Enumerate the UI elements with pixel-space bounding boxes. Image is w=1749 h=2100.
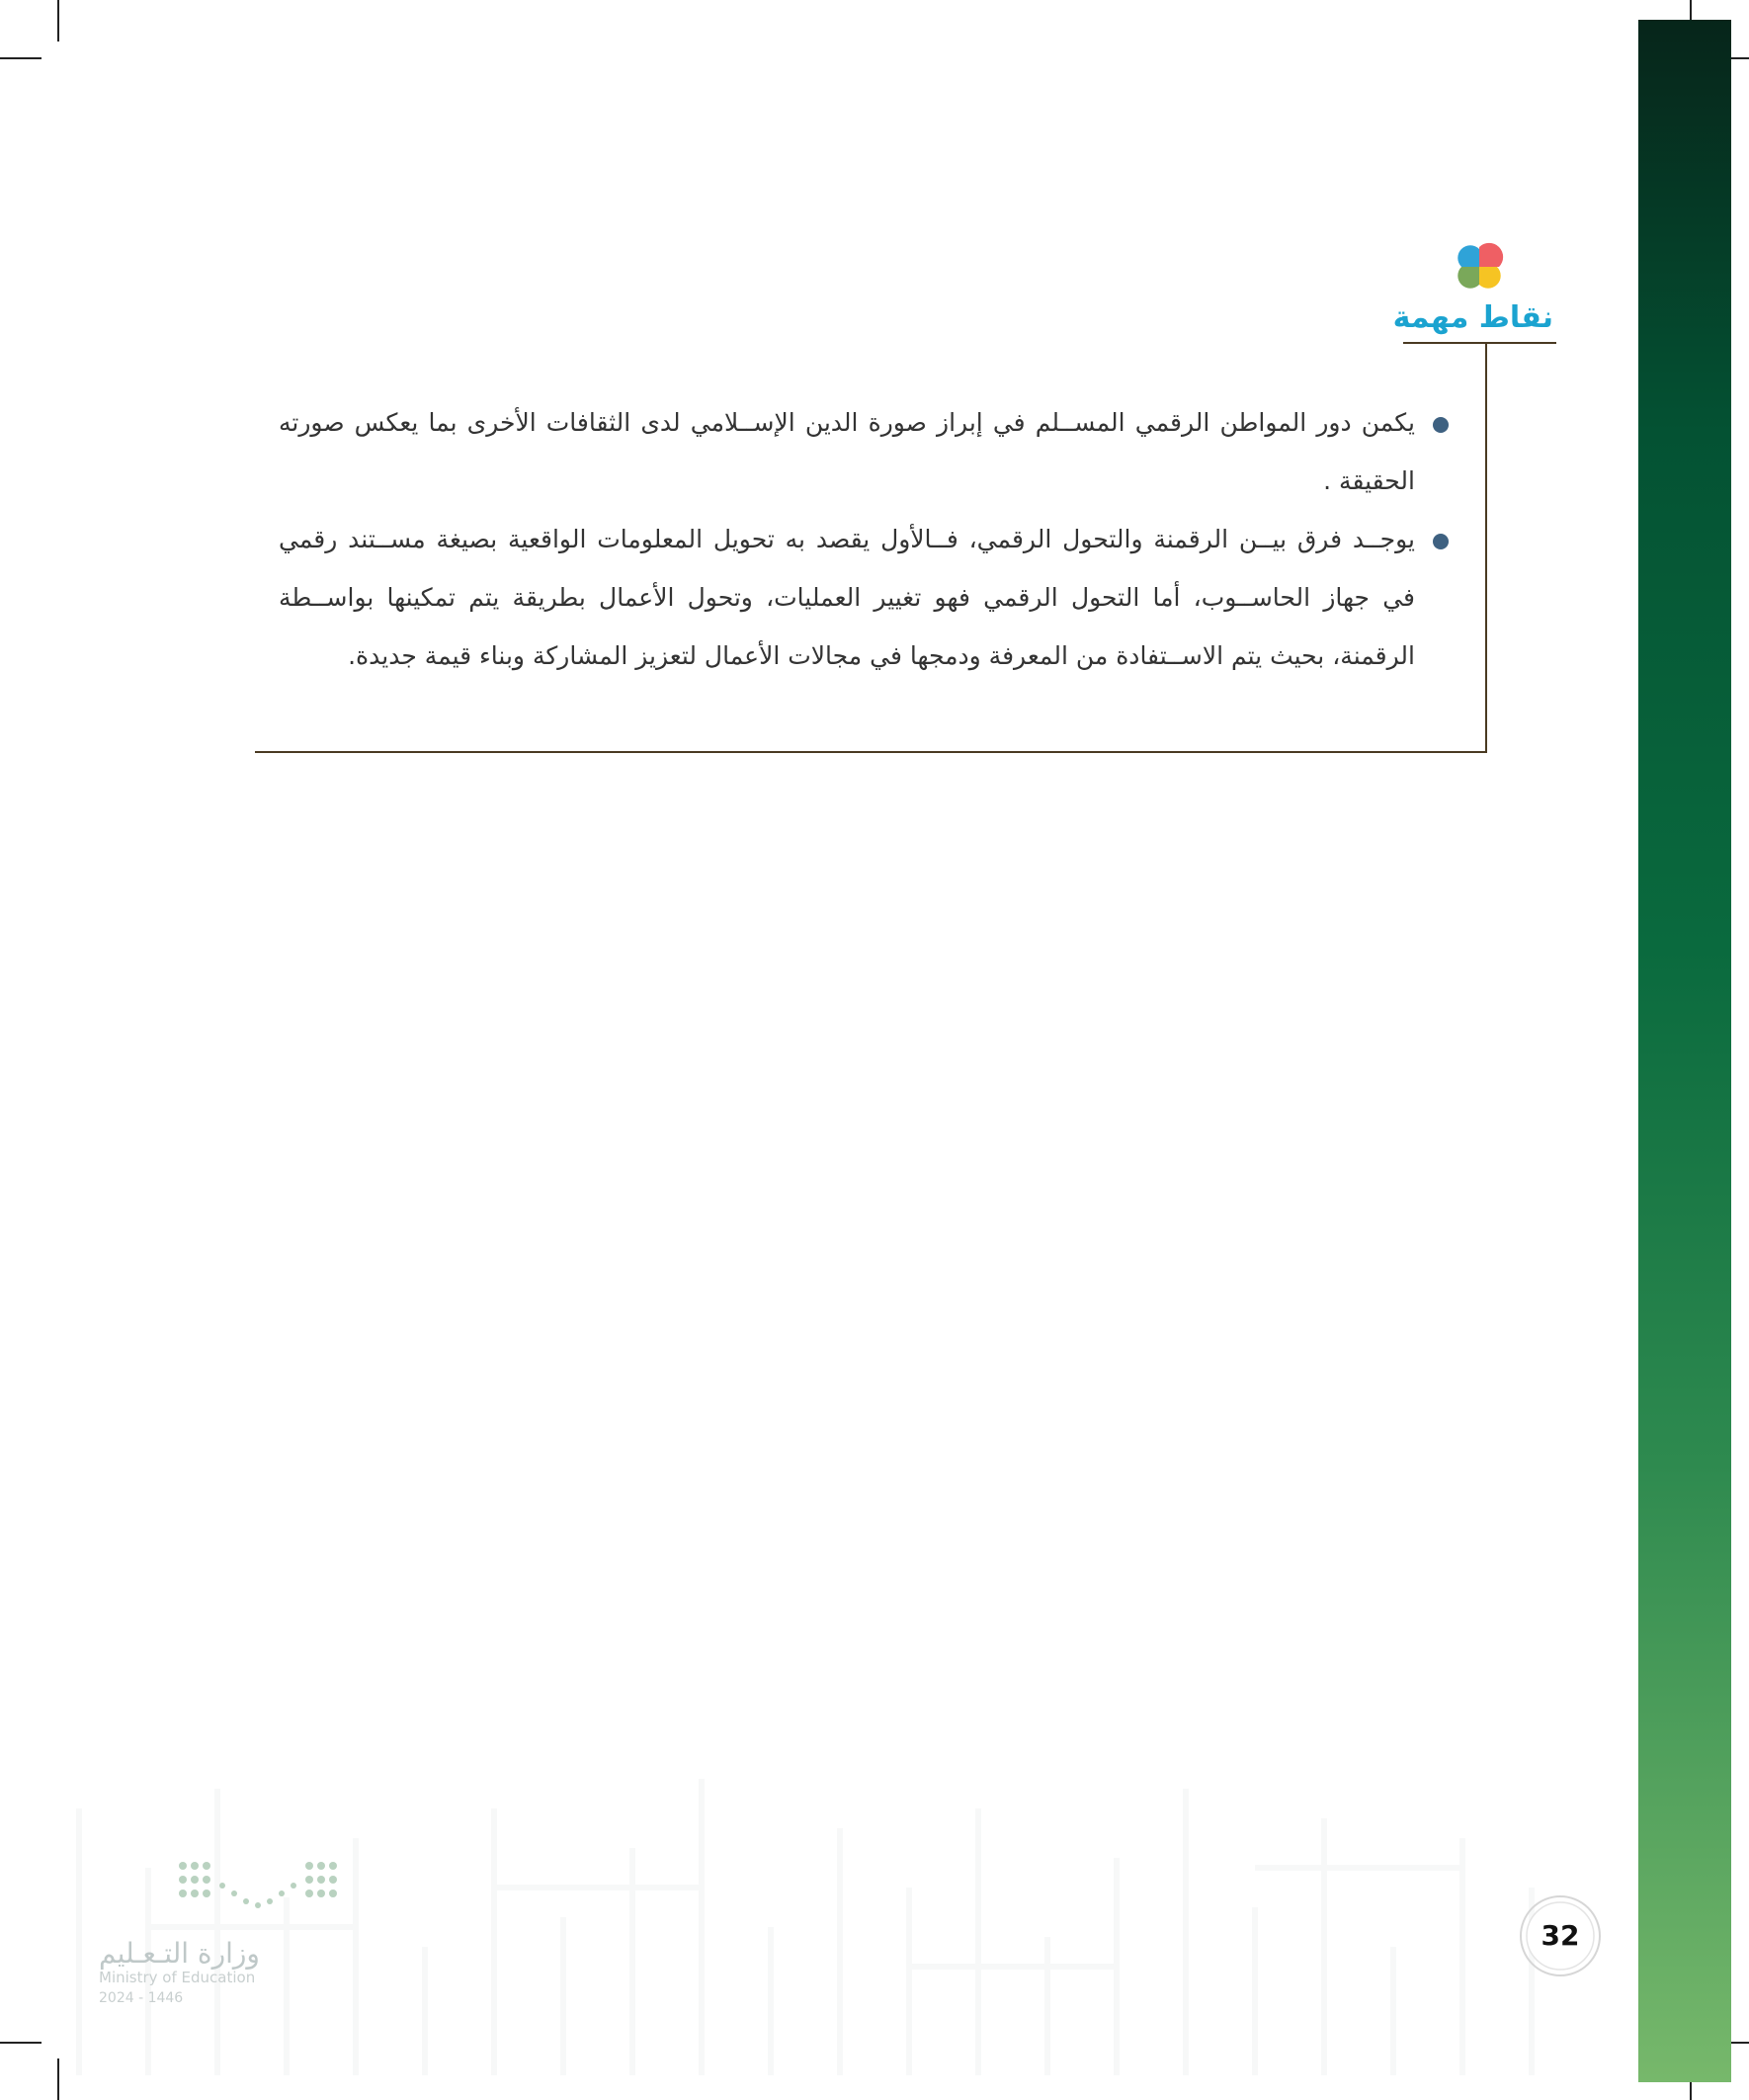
page-number-badge (1517, 1892, 1604, 1979)
page-number: 32 (1541, 1919, 1580, 1952)
point-text: يوجــد فرق بيــن الرقمنة والتحول الرقمي، فــالأول يقصد به تحويل المعلومات الواقعية بصيغة مســتند رقمي في جهاز الحاســوب، أما التحول الرقمي فهو تغيير العمليات، وتحول الأعمال بطريقة يتم تمكينها بواســطة الرقمنة، بحيث يتم الاســتفادة من المعرفة ودمجها في مجالات الأعمال لتعزيز المشاركة وبناء قيمة جديدة. (279, 525, 1415, 670)
bullet-icon (1433, 417, 1449, 433)
box-border-bottom (255, 751, 1487, 753)
ministry-logo (94, 1858, 371, 2016)
decorative-side-band (1638, 20, 1731, 2082)
list-item (279, 393, 1415, 510)
bullet-icon (1433, 534, 1449, 549)
ministry-name-arabic: وزارة التـعـليم (99, 1937, 260, 1970)
box-border-right (1485, 344, 1487, 753)
section-title: نقاط مهمة (1392, 300, 1553, 335)
title-underline (1403, 342, 1556, 344)
crop-mark (57, 0, 59, 42)
point-text: يكمن دور المواطن الرقمي المســلم في إبراز صورة الدين الإســلامي لدى الثقافات الأخرى بما يعكس صورته الحقيقة . (279, 408, 1415, 495)
list-item (279, 510, 1415, 685)
important-points-list (279, 393, 1415, 685)
four-petal-icon (1450, 237, 1509, 296)
ministry-name-english: Ministry of Education (99, 1969, 256, 1986)
crop-mark (0, 57, 42, 59)
crop-mark (0, 2042, 42, 2044)
ministry-year: 2024 - 1446 (99, 1990, 184, 2006)
ministry-emblem-icon (173, 1858, 351, 1927)
